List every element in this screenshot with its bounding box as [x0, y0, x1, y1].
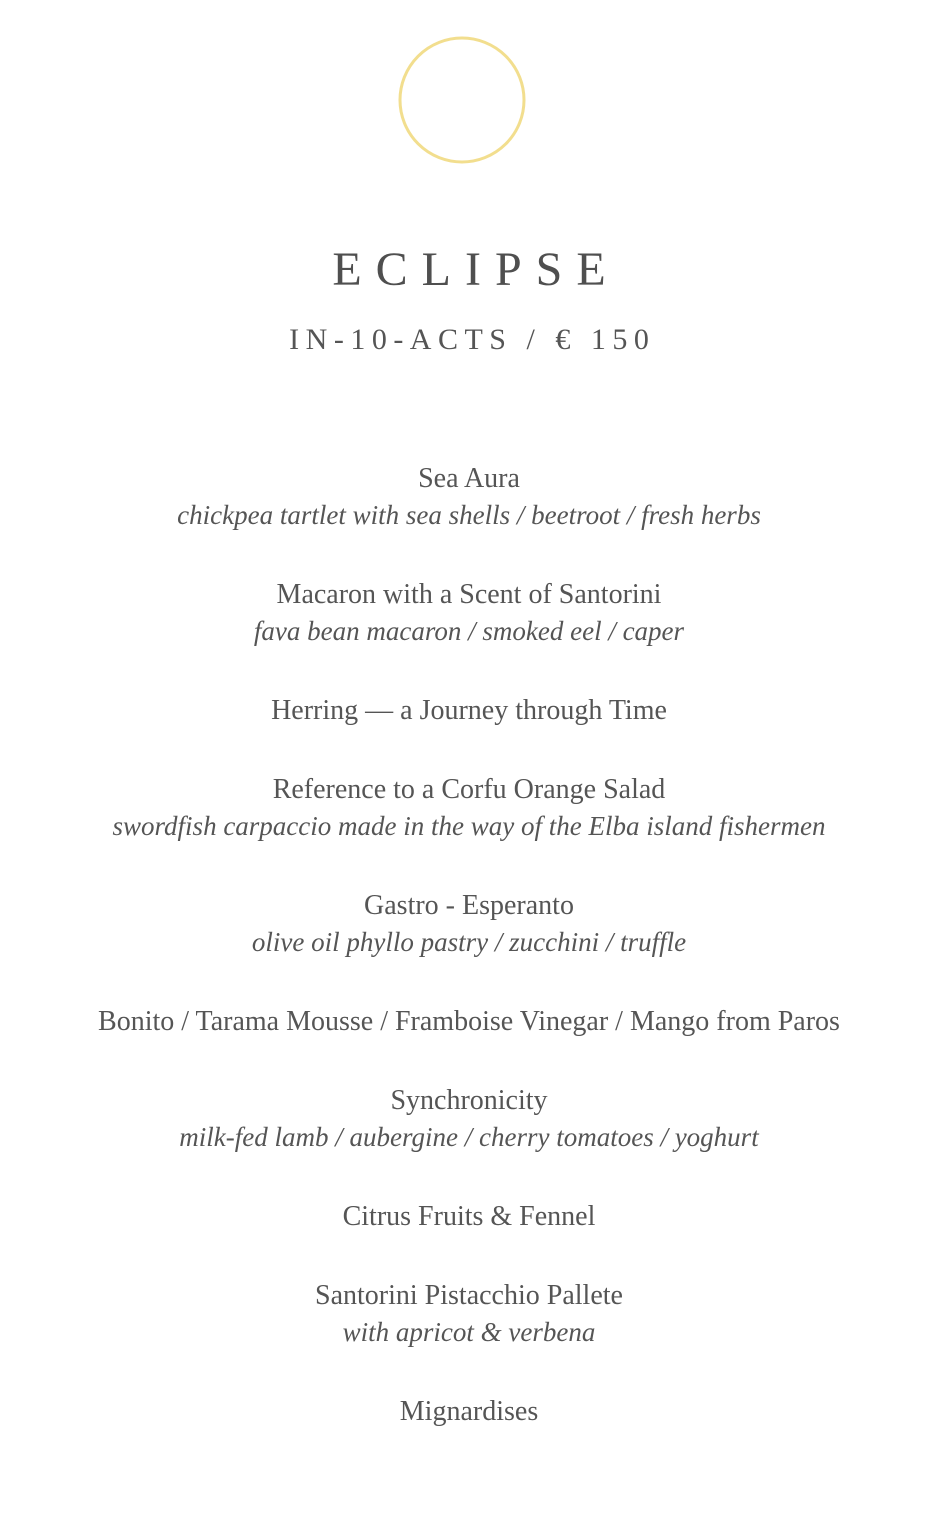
course-name: Macaron with a Scent of Santorini [276, 579, 662, 610]
course-name: Citrus Fruits & Fennel [342, 1201, 596, 1232]
course-item [0, 1198, 938, 1235]
course-name: Santorini Pistacchio Pallete [315, 1280, 623, 1311]
menu-title: ECLIPSE [332, 243, 620, 296]
menu-subtitle: IN-10-ACTS / € 150 [289, 323, 656, 356]
course-name: Mignardises [399, 1396, 539, 1427]
course-name: Bonito / Tarama Mousse / Framboise Vinegar / Mango from Paros [98, 1006, 840, 1037]
course-name: Sea Aura [418, 463, 520, 494]
course-name: Gastro - Esperanto [364, 890, 574, 921]
course-item [0, 1003, 938, 1040]
course-list [0, 460, 938, 1472]
course-description: olive oil phyllo pastry / zucchini / truffle [251, 927, 687, 957]
course-description: fava bean macaron / smoked eel / caper [253, 616, 685, 646]
course-item [0, 887, 938, 961]
course-description: swordfish carpaccio made in the way of the Elba island fishermen [112, 811, 826, 841]
course-name: Reference to a Corfu Orange Salad [272, 774, 666, 805]
course-name: Herring — a Journey through Time [271, 695, 667, 726]
course-name: Synchronicity [390, 1085, 548, 1116]
course-item [0, 692, 938, 729]
logo-ring-icon [398, 36, 526, 164]
course-item [0, 1277, 938, 1351]
course-item [0, 576, 938, 650]
course-item [0, 1082, 938, 1156]
course-item [0, 771, 938, 845]
course-item [0, 1393, 938, 1430]
course-description: with apricot & verbena [342, 1317, 596, 1347]
course-description: milk-fed lamb / aubergine / cherry tomatoes / yoghurt [179, 1122, 759, 1152]
course-item [0, 460, 938, 534]
course-description: chickpea tartlet with sea shells / beetroot / fresh herbs [177, 500, 761, 530]
